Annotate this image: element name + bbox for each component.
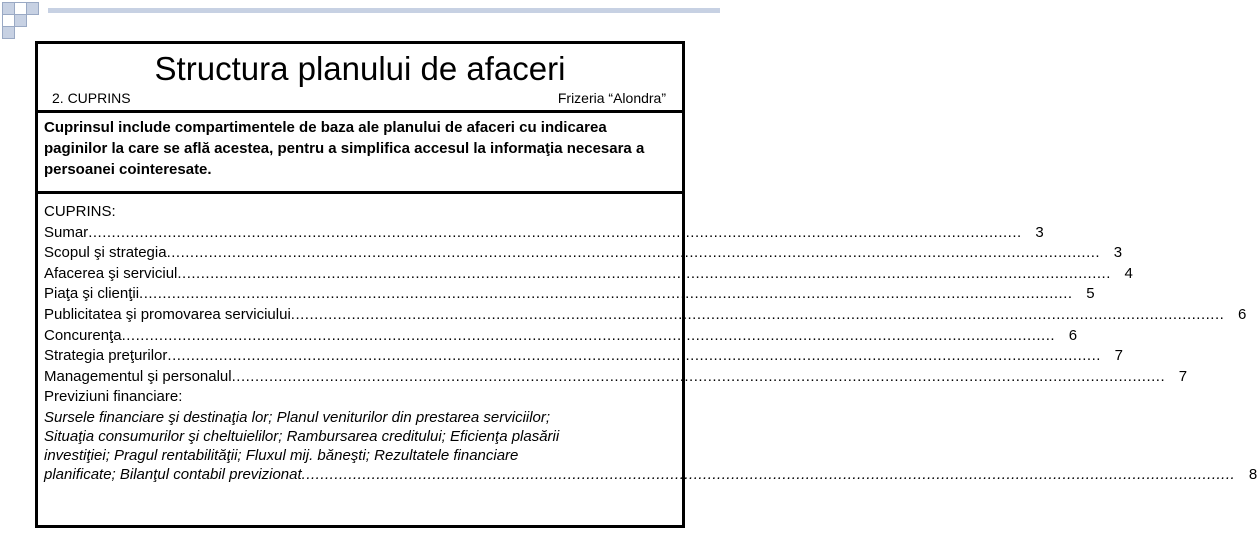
toc-entry — [44, 264, 1133, 285]
financial-detail-last-line: planificate; Bilanţul contabil previzionat ........................................................................................................................................................................................................ 8 — [44, 465, 1257, 483]
leader-dots: ........................................................................................................................................................................................................ — [121, 326, 1056, 344]
financial-detail-line: Situaţia consumurilor şi cheltuielilor; Rambursarea creditului; Eficienţa plasării — [44, 427, 560, 445]
toc-entry-label: Scopul şi strategia — [44, 244, 167, 262]
toc-page-number: 7 — [1178, 367, 1188, 385]
toc-heading: CUPRINS: — [44, 203, 116, 220]
toc-entry-label: Strategia preţurilor — [44, 347, 168, 365]
leader-dots: ........................................................................................................................................................................................................ — [290, 305, 1225, 323]
toc-entry — [44, 367, 1188, 388]
toc-page-number: 7 — [1114, 347, 1123, 365]
slide-frame — [35, 41, 1257, 528]
toc-page-number: 5 — [1086, 285, 1095, 303]
decorative-corner-pattern — [0, 0, 60, 45]
toc-entry — [44, 305, 1247, 326]
toc-entry — [44, 243, 1123, 264]
toc-page-number: 6 — [1237, 305, 1247, 323]
financial-heading: Previziuni financiare: — [44, 388, 183, 406]
leader-dots: ........................................................................................................................................................................................................ — [301, 465, 1236, 483]
leader-dots: ........................................................................................................................................................................................................ — [167, 347, 1101, 365]
financial-detail-line: Sursele financiare şi destinaţia lor; Planul veniturilor din prestarea serviciilor; — [44, 408, 551, 426]
section-label: 2. CUPRINS — [52, 90, 131, 106]
intro-box — [38, 110, 682, 194]
toc-entry-label: Publicitatea şi promovarea serviciului — [44, 305, 291, 323]
toc-entry-label: Piaţa şi clienţii — [44, 285, 140, 303]
toc-entry-label: Managementul şi personalul — [44, 367, 232, 385]
intro-text: Cuprinsul include compartimentele de baza ale planului de afaceri cu indicarea paginilor la care se află acestea, pentru a simplifica accesul la informaţia necesara a persoanei cointeresate. — [44, 119, 645, 178]
leader-dots: ........................................................................................................................................................................................................ — [88, 223, 1022, 241]
leader-dots: ........................................................................................................................................................................................................ — [231, 367, 1166, 385]
toc-entry — [44, 326, 1078, 347]
slide-title: Structura planului de afaceri — [154, 50, 566, 87]
toc-entry-label: Sumar — [44, 223, 89, 241]
toc-entry — [44, 346, 1123, 367]
toc-entry-label: Concurenţa — [44, 326, 122, 344]
toc-entry-label: Afacerea şi serviciul — [44, 264, 178, 282]
company-label: Frizeria “Alondra” — [557, 90, 666, 106]
toc-page-number: 3 — [1035, 223, 1044, 241]
table-of-contents — [44, 202, 1257, 484]
leader-dots: ........................................................................................................................................................................................................ — [166, 244, 1101, 262]
toc-page-number: 3 — [1113, 244, 1123, 262]
leader-dots: ........................................................................................................................................................................................................ — [139, 285, 1073, 303]
toc-entry — [44, 284, 1095, 305]
leader-dots: ........................................................................................................................................................................................................ — [177, 264, 1111, 282]
toc-page-number: 8 — [1248, 465, 1257, 483]
toc-entry — [44, 223, 1044, 244]
financial-detail-line: investiţiei; Pragul rentabilităţii; Fluxul mij. băneşti; Rezultatele financiare — [44, 446, 519, 464]
toc-page-number: 4 — [1124, 264, 1133, 282]
toc-page-number: 6 — [1068, 326, 1078, 344]
